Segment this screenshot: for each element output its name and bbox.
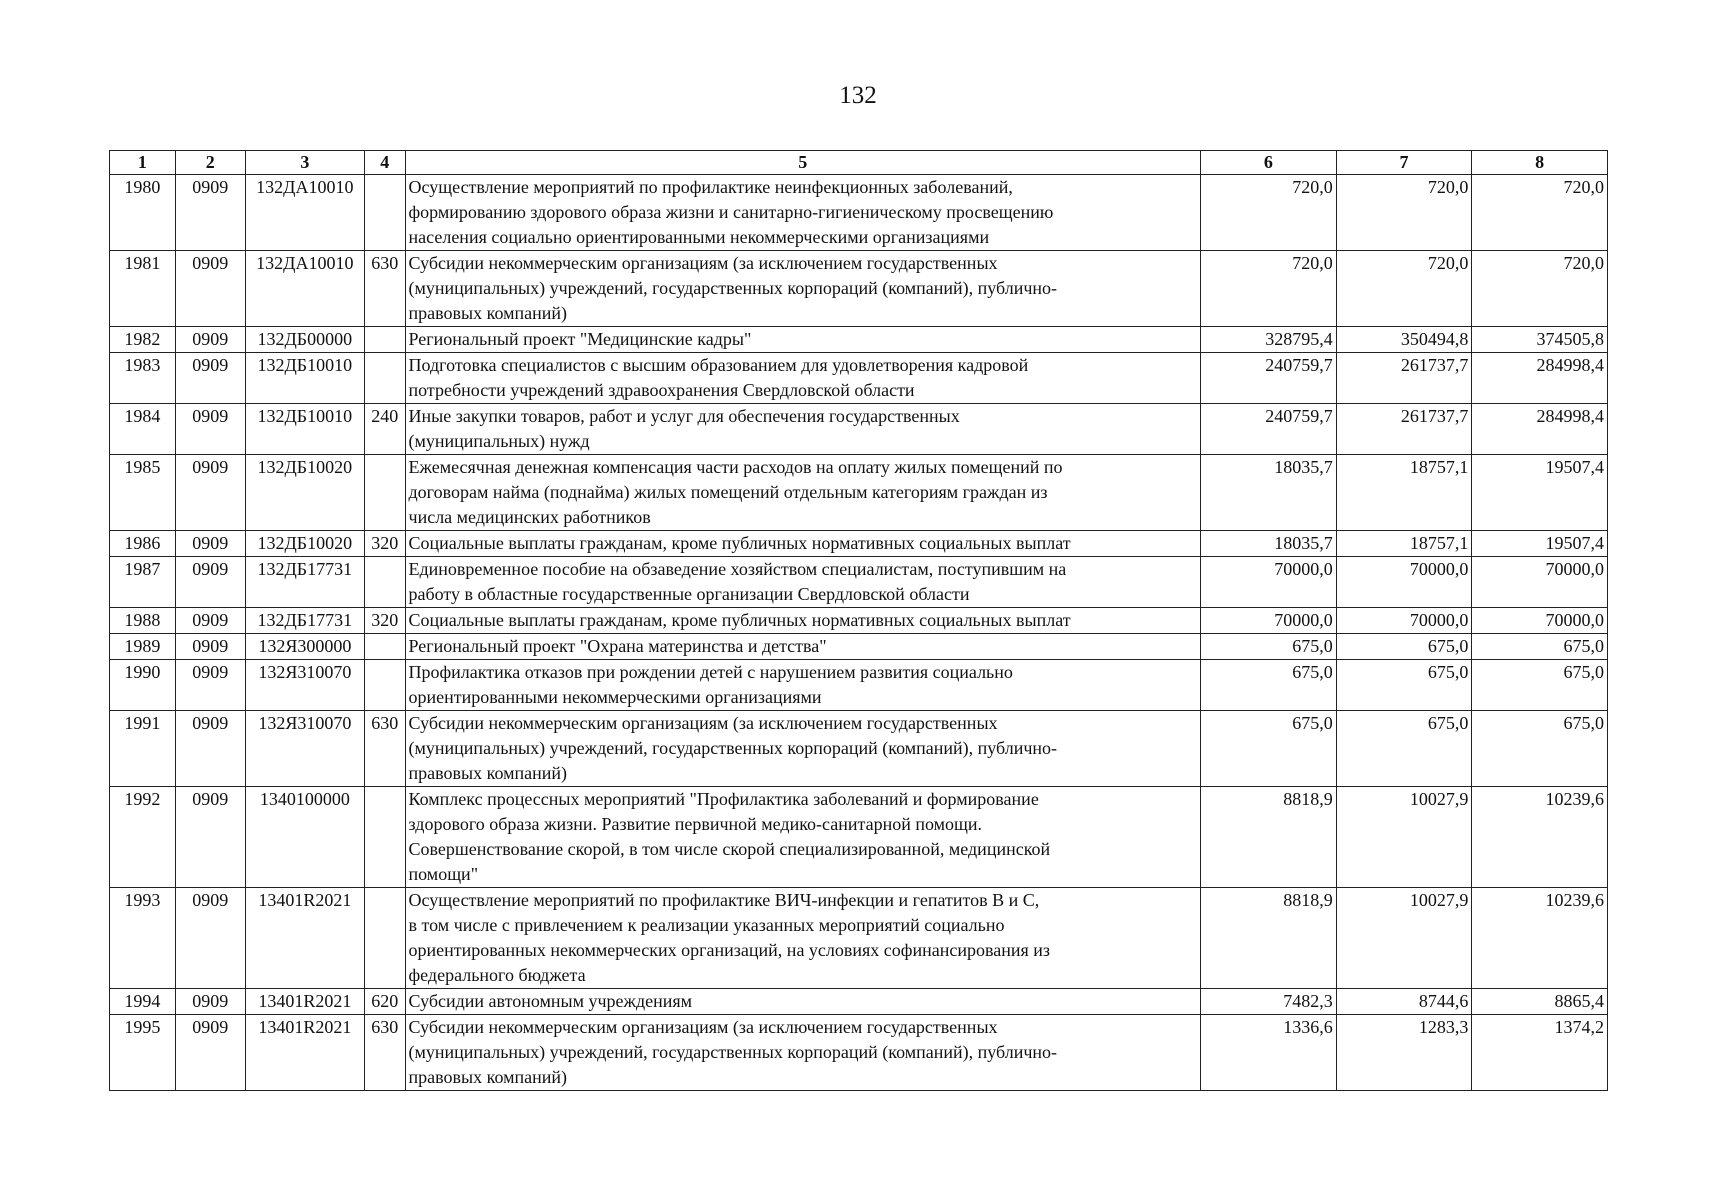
expense-type-code: 320 [365,531,405,557]
expense-name: Осуществление мероприятий по профилактике ВИЧ-инфекции и гепатитов B и C, в том числе с привлечением к реализации указанных мероприятий социально ориентированных некоммерческих организаций, на условиях софинансирования из федерального бюджета [405,888,1201,989]
column-header: 5 [405,151,1201,175]
section-code: 0909 [175,327,245,353]
section-code: 0909 [175,557,245,608]
row-number: 1987 [110,557,176,608]
amount-year-3: 19507,4 [1472,455,1608,531]
amount-year-2: 18757,1 [1336,531,1472,557]
section-code: 0909 [175,711,245,787]
amount-year-3: 10239,6 [1472,787,1608,888]
amount-year-1: 8818,9 [1201,787,1337,888]
expense-name: Региональный проект "Медицинские кадры" [405,327,1201,353]
amount-year-3: 70000,0 [1472,557,1608,608]
target-article-code: 13401R2021 [245,888,364,989]
row-number: 1982 [110,327,176,353]
section-code: 0909 [175,404,245,455]
target-article-code: 132Я310070 [245,660,364,711]
amount-year-1: 240759,7 [1201,353,1337,404]
row-number: 1980 [110,175,176,251]
expense-type-code [365,175,405,251]
row-number: 1995 [110,1015,176,1091]
expense-name: Субсидии некоммерческим организациям (за исключением государственных (муниципальных) учреждений, государственных корпораций (компаний), публично- правовых компаний) [405,711,1201,787]
amount-year-1: 720,0 [1201,251,1337,327]
amount-year-2: 70000,0 [1336,608,1472,634]
table-row [110,608,1608,634]
section-code: 0909 [175,888,245,989]
table-row [110,455,1608,531]
row-number: 1990 [110,660,176,711]
amount-year-2: 1283,3 [1336,1015,1472,1091]
expense-type-code [365,455,405,531]
amount-year-2: 261737,7 [1336,404,1472,455]
section-code: 0909 [175,608,245,634]
expense-type-code [365,787,405,888]
column-header: 7 [1336,151,1472,175]
section-code: 0909 [175,175,245,251]
table-row [110,660,1608,711]
page-number: 132 [839,82,877,109]
amount-year-2: 675,0 [1336,711,1472,787]
target-article-code: 132Я300000 [245,634,364,660]
amount-year-1: 7482,3 [1201,989,1337,1015]
table-row [110,353,1608,404]
section-code: 0909 [175,634,245,660]
expense-name: Субсидии автономным учреждениям [405,989,1201,1015]
table-row [110,1015,1608,1091]
row-number: 1994 [110,989,176,1015]
amount-year-3: 70000,0 [1472,608,1608,634]
section-code: 0909 [175,353,245,404]
target-article-code: 132ДА10010 [245,175,364,251]
section-code: 0909 [175,989,245,1015]
expense-name: Социальные выплаты гражданам, кроме публичных нормативных социальных выплат [405,531,1201,557]
row-number: 1991 [110,711,176,787]
expense-type-code: 240 [365,404,405,455]
table-row [110,531,1608,557]
amount-year-3: 19507,4 [1472,531,1608,557]
expense-name: Подготовка специалистов с высшим образованием для удовлетворения кадровой потребности учреждений здравоохранения Свердловской области [405,353,1201,404]
section-code: 0909 [175,1015,245,1091]
target-article-code: 132ДБ17731 [245,557,364,608]
expense-type-code: 320 [365,608,405,634]
amount-year-2: 720,0 [1336,251,1472,327]
expense-name: Осуществление мероприятий по профилактике неинфекционных заболеваний, формированию здорового образа жизни и санитарно-гигиеническому просвещению населения социально ориентированными некоммерческими организациями [405,175,1201,251]
amount-year-3: 284998,4 [1472,353,1608,404]
amount-year-2: 8744,6 [1336,989,1472,1015]
amount-year-1: 70000,0 [1201,557,1337,608]
amount-year-3: 720,0 [1472,175,1608,251]
amount-year-3: 10239,6 [1472,888,1608,989]
column-header: 8 [1472,151,1608,175]
expense-type-code: 630 [365,711,405,787]
amount-year-3: 675,0 [1472,634,1608,660]
expense-name: Иные закупки товаров, работ и услуг для обеспечения государственных (муниципальных) нужд [405,404,1201,455]
amount-year-2: 18757,1 [1336,455,1472,531]
amount-year-2: 675,0 [1336,634,1472,660]
target-article-code: 1340100000 [245,787,364,888]
row-number: 1989 [110,634,176,660]
row-number: 1985 [110,455,176,531]
amount-year-1: 720,0 [1201,175,1337,251]
row-number: 1988 [110,608,176,634]
table-row [110,634,1608,660]
section-code: 0909 [175,251,245,327]
section-code: 0909 [175,531,245,557]
target-article-code: 132ДБ10020 [245,455,364,531]
amount-year-2: 10027,9 [1336,787,1472,888]
expense-type-code [365,660,405,711]
column-header: 6 [1201,151,1337,175]
expense-name: Единовременное пособие на обзаведение хозяйством специалистам, поступившим на работу в областные государственные организации Свердловской области [405,557,1201,608]
amount-year-1: 328795,4 [1201,327,1337,353]
amount-year-2: 10027,9 [1336,888,1472,989]
expense-name: Комплекс процессных мероприятий "Профилактика заболеваний и формирование здорового образа жизни. Развитие первичной медико-санитарной помощи. Совершенствование скорой, в том числе скорой специализированной, медицинской помощи" [405,787,1201,888]
amount-year-1: 1336,6 [1201,1015,1337,1091]
row-number: 1981 [110,251,176,327]
row-number: 1983 [110,353,176,404]
section-code: 0909 [175,787,245,888]
expense-type-code: 630 [365,251,405,327]
row-number: 1984 [110,404,176,455]
table-row [110,251,1608,327]
table-row [110,787,1608,888]
amount-year-2: 675,0 [1336,660,1472,711]
expense-name: Ежемесячная денежная компенсация части расходов на оплату жилых помещений по договорам найма (поднайма) жилых помещений отдельным категориям граждан из числа медицинских работников [405,455,1201,531]
column-header: 2 [175,151,245,175]
target-article-code: 132ДБ10010 [245,404,364,455]
expense-type-code [365,557,405,608]
amount-year-3: 675,0 [1472,660,1608,711]
amount-year-2: 350494,8 [1336,327,1472,353]
amount-year-1: 8818,9 [1201,888,1337,989]
amount-year-1: 18035,7 [1201,531,1337,557]
amount-year-3: 8865,4 [1472,989,1608,1015]
expense-type-code [365,634,405,660]
expense-name: Региональный проект "Охрана материнства и детства" [405,634,1201,660]
amount-year-2: 261737,7 [1336,353,1472,404]
amount-year-2: 720,0 [1336,175,1472,251]
budget-table [109,150,1608,1091]
table-row [110,175,1608,251]
expense-name: Профилактика отказов при рождении детей с нарушением развития социально ориентированными некоммерческими организациями [405,660,1201,711]
expense-type-code: 620 [365,989,405,1015]
amount-year-1: 675,0 [1201,634,1337,660]
table-row [110,327,1608,353]
target-article-code: 132ДБ10020 [245,531,364,557]
amount-year-3: 675,0 [1472,711,1608,787]
target-article-code: 132ДБ17731 [245,608,364,634]
row-number: 1986 [110,531,176,557]
section-code: 0909 [175,455,245,531]
table-row [110,557,1608,608]
column-header: 1 [110,151,176,175]
amount-year-3: 374505,8 [1472,327,1608,353]
expense-name: Социальные выплаты гражданам, кроме публичных нормативных социальных выплат [405,608,1201,634]
amount-year-3: 720,0 [1472,251,1608,327]
amount-year-3: 1374,2 [1472,1015,1608,1091]
expense-type-code [365,888,405,989]
amount-year-1: 70000,0 [1201,608,1337,634]
header-row [110,151,1608,175]
expense-type-code [365,353,405,404]
target-article-code: 132ДБ00000 [245,327,364,353]
column-header: 4 [365,151,405,175]
target-article-code: 13401R2021 [245,1015,364,1091]
table-row [110,888,1608,989]
table-row [110,711,1608,787]
section-code: 0909 [175,660,245,711]
amount-year-2: 70000,0 [1336,557,1472,608]
table-row [110,404,1608,455]
expense-name: Субсидии некоммерческим организациям (за исключением государственных (муниципальных) учреждений, государственных корпораций (компаний), публично- правовых компаний) [405,251,1201,327]
target-article-code: 132Я310070 [245,711,364,787]
amount-year-1: 675,0 [1201,660,1337,711]
amount-year-1: 240759,7 [1201,404,1337,455]
column-header: 3 [245,151,364,175]
table-row [110,989,1608,1015]
row-number: 1992 [110,787,176,888]
amount-year-1: 18035,7 [1201,455,1337,531]
amount-year-3: 284998,4 [1472,404,1608,455]
row-number: 1993 [110,888,176,989]
expense-type-code: 630 [365,1015,405,1091]
target-article-code: 13401R2021 [245,989,364,1015]
expense-name: Субсидии некоммерческим организациям (за исключением государственных (муниципальных) учреждений, государственных корпораций (компаний), публично- правовых компаний) [405,1015,1201,1091]
amount-year-1: 675,0 [1201,711,1337,787]
target-article-code: 132ДБ10010 [245,353,364,404]
target-article-code: 132ДА10010 [245,251,364,327]
expense-type-code [365,327,405,353]
